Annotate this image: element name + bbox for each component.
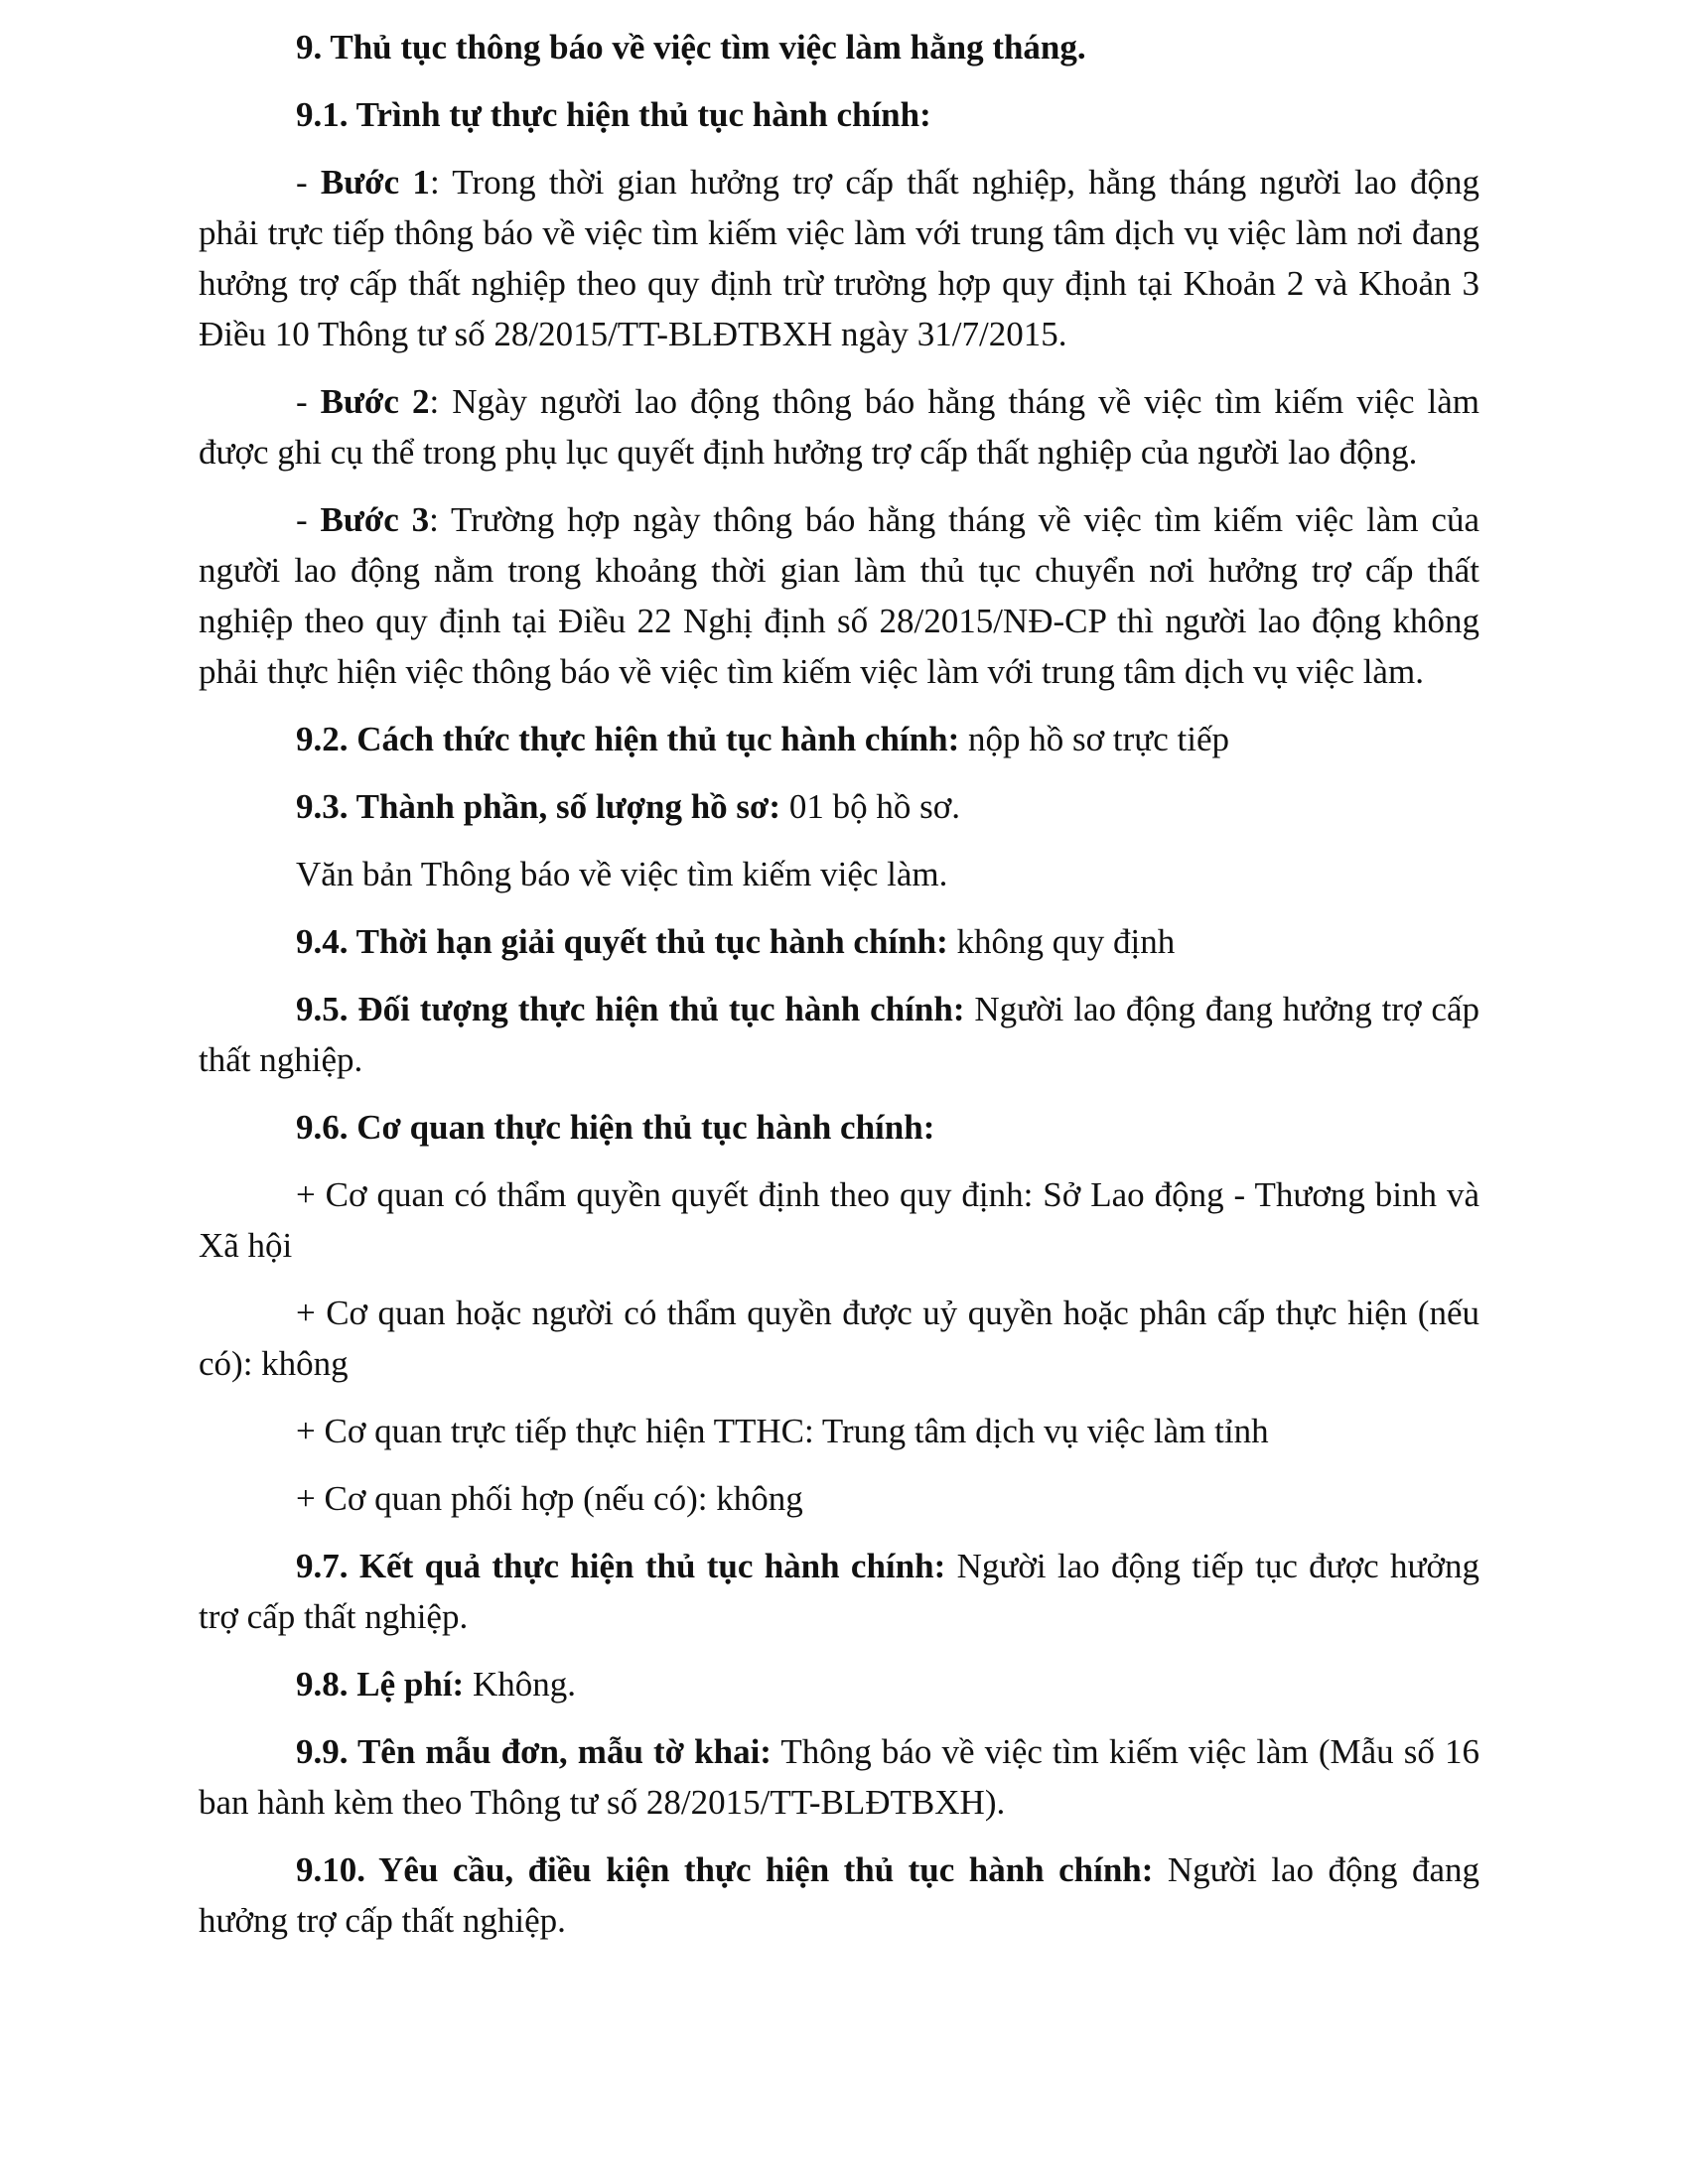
section-9-4-text: không quy định: [947, 922, 1176, 961]
section-9-5-heading: 9.5. Đối tượng thực hiện thủ tục hành chính:: [296, 990, 965, 1028]
section-9-3: [199, 781, 1479, 832]
step-3-paragraph: - Bước 3: Trường hợp ngày thông báo hằng tháng về việc tìm kiếm việc làm của người lao động nằm trong khoảng thời gian làm thủ tục chuyển nơi hưởng trợ cấp thất nghiệp theo quy định tại Điều 22 Nghị định số 28/2015/NĐ-CP thì người lao động không phải thực hiện việc thông báo về việc tìm kiếm việc làm với trung tâm dịch vụ việc làm.: [199, 500, 1479, 691]
document-title: 9. Thủ tục thông báo về việc tìm việc làm hằng tháng.: [296, 28, 1086, 67]
document-page: [199, 22, 1479, 1963]
section-9-6-item-2: + Cơ quan hoặc người có thẩm quyền được uỷ quyền hoặc phân cấp thực hiện (nếu có): không: [199, 1294, 1479, 1383]
section-9-10-text: Người lao động đang hưởng trợ cấp thất nghiệp.: [199, 1850, 1479, 1940]
step-3-label: Bước 3: [320, 500, 430, 539]
step-2-text: : Ngày người lao động thông báo hằng tháng về việc tìm kiếm việc làm được ghi cụ thể trong phụ lục quyết định hưởng trợ cấp thất nghiệp của người lao động.: [199, 382, 1479, 472]
step-1-text: : Trong thời gian hưởng trợ cấp thất nghiệp, hằng tháng người lao động phải trực tiếp thông báo về việc tìm kiếm việc làm với trung tâm dịch vụ việc làm nơi đang hưởng trợ cấp thất nghiệp theo quy định trừ trường hợp quy định tại Khoản 2 và Khoản 3 Điều 10 Thông tư số 28/2015/TT-BLĐTBXH ngày 31/7/2015.: [199, 163, 1480, 353]
section-9-6-item-4: + Cơ quan phối hợp (nếu có): không: [296, 1479, 803, 1518]
section-9-5-text: Người lao động đang hưởng trợ cấp thất nghiệp.: [199, 990, 1479, 1079]
section-9-6-item-1: + Cơ quan có thẩm quyền quyết định theo quy định: Sở Lao động - Thương binh và Xã hội: [199, 1175, 1479, 1265]
section-9-9-text: Thông báo về việc tìm kiếm việc làm (Mẫu số 16 ban hành kèm theo Thông tư số 28/2015/TT-BLĐTBXH).: [199, 1732, 1479, 1822]
section-9-5: [199, 984, 1479, 1085]
section-9-3-document: Văn bản Thông báo về việc tìm kiếm việc làm.: [296, 855, 948, 893]
section-9-4-heading: 9.4. Thời hạn giải quyết thủ tục hành chính:: [296, 922, 948, 961]
section-9-1-heading: 9.1. Trình tự thực hiện thủ tục hành chính:: [296, 95, 931, 134]
section-9-8-text: Không.: [464, 1665, 576, 1704]
section-9-9-heading: 9.9. Tên mẫu đơn, mẫu tờ khai:: [296, 1732, 772, 1771]
section-9-2-text: nộp hồ sơ trực tiếp: [959, 720, 1229, 758]
section-9-3-heading: 9.3. Thành phần, số lượng hồ sơ:: [296, 787, 781, 826]
section-9-2-heading: 9.2. Cách thức thực hiện thủ tục hành chính:: [296, 720, 960, 758]
section-9-7-heading: 9.7. Kết quả thực hiện thủ tục hành chính:: [296, 1547, 946, 1585]
step-3-text: : Trường hợp ngày thông báo hằng tháng về việc tìm kiếm việc làm của người lao động nằm trong khoảng thời gian làm thủ tục chuyển nơi hưởng trợ cấp thất nghiệp theo quy định tại Điều 22 Nghị định số 28/2015/NĐ-CP thì người lao động không phải thực hiện việc thông báo về việc tìm kiếm việc làm với trung tâm dịch vụ việc làm.: [199, 500, 1479, 691]
section-9-9: [199, 1726, 1479, 1828]
section-9-3-text: 01 bộ hồ sơ.: [780, 787, 960, 826]
section-9-7-text: Người lao động tiếp tục được hưởng trợ cấp thất nghiệp.: [199, 1547, 1479, 1636]
section-9-4: [199, 916, 1479, 967]
step-2-label: Bước 2: [320, 382, 430, 421]
step-1-label: Bước 1: [320, 163, 430, 202]
section-9-8: [199, 1659, 1479, 1709]
section-9-2: [199, 714, 1479, 764]
step-1-paragraph: - Bước 1: Trong thời gian hưởng trợ cấp thất nghiệp, hằng tháng người lao động phải trực tiếp thông báo về việc tìm kiếm việc làm với trung tâm dịch vụ việc làm nơi đang hưởng trợ cấp thất nghiệp theo quy định trừ trường hợp quy định tại Khoản 2 và Khoản 3 Điều 10 Thông tư số 28/2015/TT-BLĐTBXH ngày 31/7/2015.: [199, 163, 1480, 353]
section-9-10-heading: 9.10. Yêu cầu, điều kiện thực hiện thủ tục hành chính:: [296, 1850, 1154, 1889]
section-9-6-heading: 9.6. Cơ quan thực hiện thủ tục hành chính:: [296, 1108, 935, 1147]
section-9-7: [199, 1541, 1479, 1642]
step-2-paragraph: - Bước 2: Ngày người lao động thông báo hằng tháng về việc tìm kiếm việc làm được ghi cụ thể trong phụ lục quyết định hưởng trợ cấp thất nghiệp của người lao động.: [199, 382, 1479, 472]
section-9-8-heading: 9.8. Lệ phí:: [296, 1665, 465, 1704]
section-9-6-item-3: + Cơ quan trực tiếp thực hiện TTHC: Trung tâm dịch vụ việc làm tỉnh: [296, 1412, 1269, 1450]
section-9-10: [199, 1844, 1479, 1946]
